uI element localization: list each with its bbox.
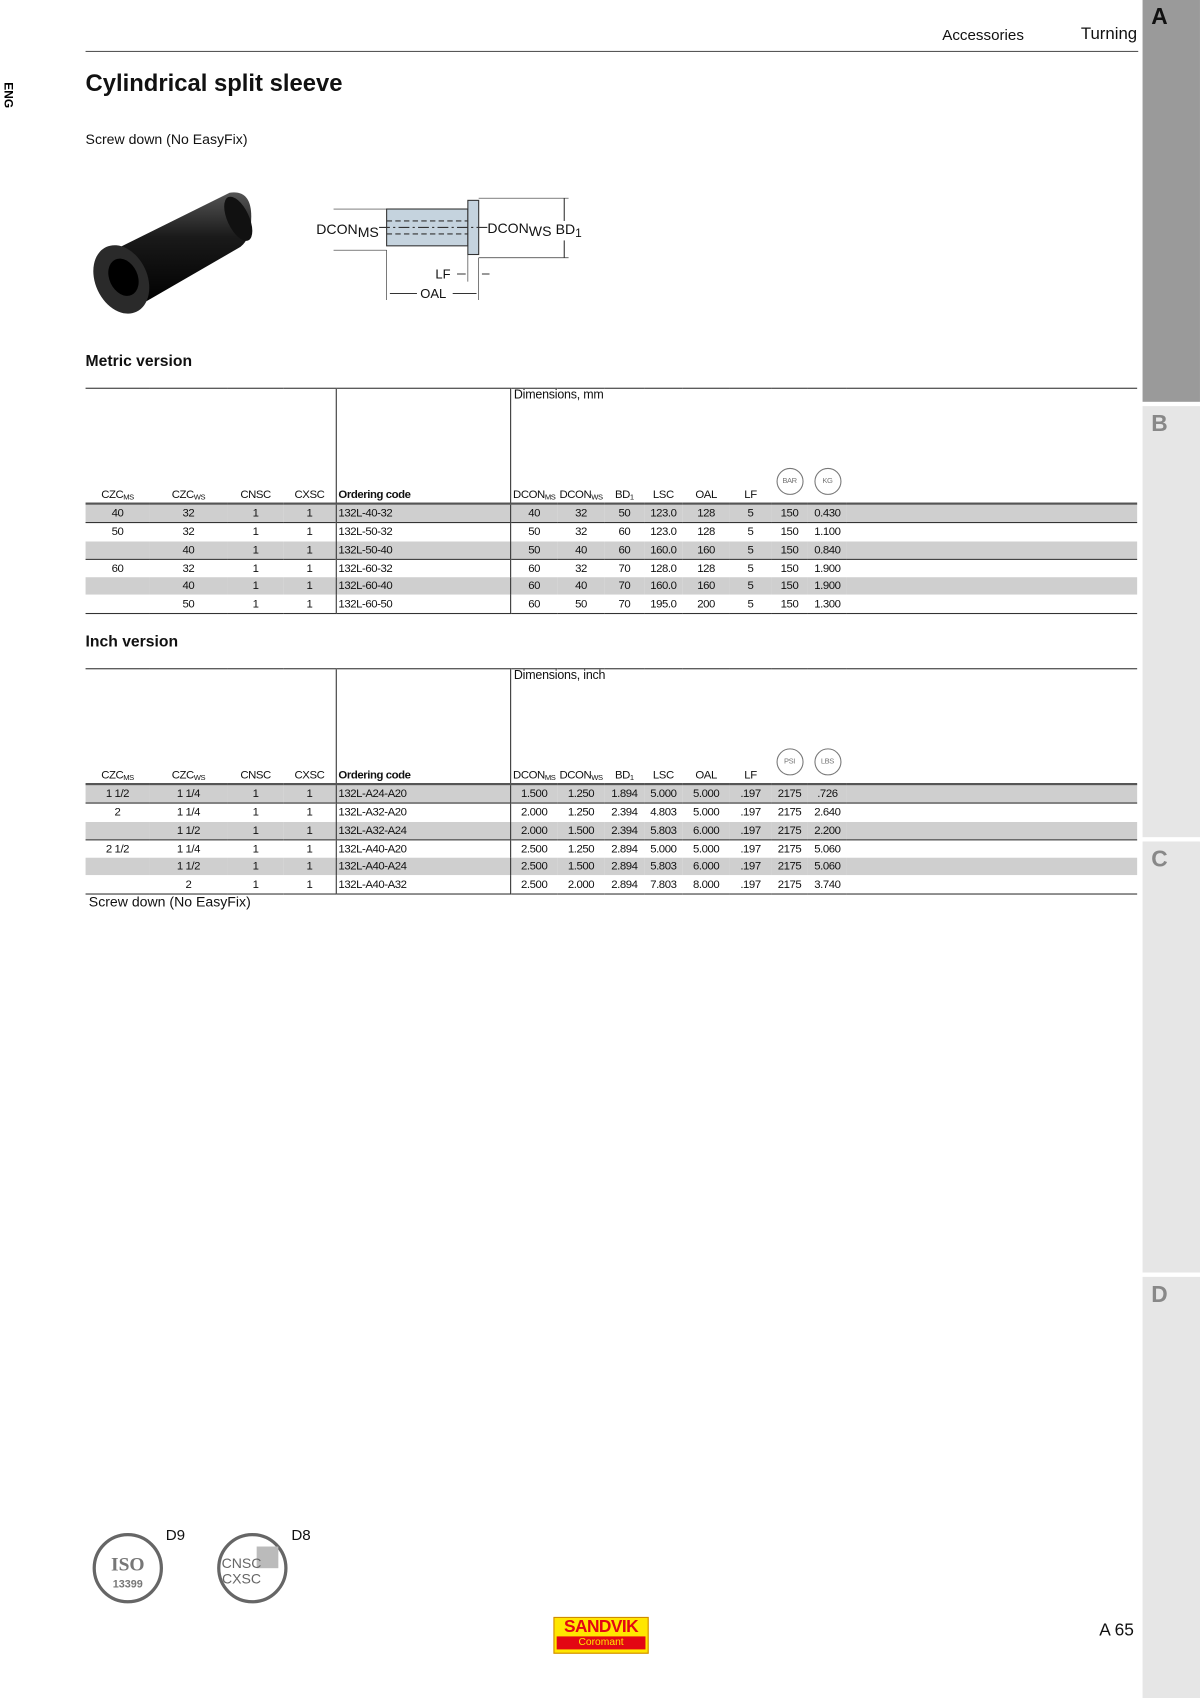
table-cell: 60 [604, 523, 644, 541]
table-cell: 1 [284, 595, 336, 613]
table-cell: 5.000 [644, 840, 682, 858]
table-cell: 1 1/2 [149, 858, 227, 876]
metric-header-row [86, 388, 1138, 503]
table-cell: 40 [558, 577, 605, 595]
column-header [808, 388, 847, 503]
table-cell: 150 [771, 523, 808, 541]
table-cell: 132L-50-40 [336, 541, 510, 559]
table-cell: 1 [284, 858, 336, 876]
column-header: CNSC [227, 669, 283, 784]
side-tab-d[interactable] [1143, 1277, 1200, 1698]
table-cell: 1.500 [558, 858, 605, 876]
table-cell: 50 [149, 595, 227, 613]
svg-text:CNSC: CNSC [221, 1555, 262, 1572]
table-cell: 0.430 [808, 504, 847, 523]
table-cell: 5.060 [808, 858, 847, 876]
table-cell: 132L-A40-A24 [336, 858, 510, 876]
tab-label: B [1151, 411, 1168, 437]
table-cell: 128.0 [644, 559, 682, 577]
table-cell: 2.894 [604, 858, 644, 876]
pressure-icon: PSI [776, 748, 803, 775]
table-cell: 132L-60-50 [336, 595, 510, 613]
page-title: Cylindrical split sleeve [85, 69, 343, 97]
table-cell: 40 [510, 504, 558, 523]
table-cell: 1 [284, 541, 336, 559]
table-cell [86, 858, 150, 876]
table-cell: 70 [604, 559, 644, 577]
tab-label: D [1151, 1282, 1168, 1308]
column-header: CXSC [284, 669, 336, 784]
table-cell: 2.394 [604, 822, 644, 840]
cnsc-cxsc-icon [216, 1531, 290, 1605]
table-cell: 70 [604, 595, 644, 613]
pressure-icon: BAR [776, 468, 803, 495]
table-cell: 1.250 [558, 840, 605, 858]
badge-ref-d9: D9 [165, 1525, 186, 1544]
column-header: LSC [644, 388, 682, 503]
table-cell: 5.803 [644, 858, 682, 876]
metric-table [86, 388, 1138, 614]
table-cell: 1.500 [558, 822, 605, 840]
table-cell: 1.100 [808, 523, 847, 541]
table-cell: 2.500 [510, 840, 558, 858]
table-cell: 1 [284, 504, 336, 523]
table-cell: 50 [510, 541, 558, 559]
column-header [771, 388, 808, 503]
table-cell: 1 [227, 876, 283, 894]
inch-table [86, 668, 1138, 894]
table-cell: 132L-A40-A20 [336, 840, 510, 858]
table-cell: 132L-60-40 [336, 577, 510, 595]
table-cell: 5.060 [808, 840, 847, 858]
table-cell: .726 [808, 784, 847, 803]
column-header: $BD_1$ [604, 388, 644, 503]
table-cell: 160 [682, 577, 730, 595]
table-cell: 1 [227, 523, 283, 541]
table-row [86, 577, 1138, 595]
table-cell: 123.0 [644, 504, 682, 523]
lf-label: LF [435, 266, 451, 282]
table-cell: .197 [730, 858, 771, 876]
table-cell: 1 1/4 [149, 784, 227, 803]
table-cell: 132L-40-32 [336, 504, 510, 523]
table-cell: 1 [284, 784, 336, 803]
table-cell: 1 [227, 840, 283, 858]
table-cell: 5 [730, 595, 771, 613]
row-filler [847, 504, 1137, 523]
table-cell: 200 [682, 595, 730, 613]
row-filler [847, 577, 1137, 595]
subtitle: Screw down (No EasyFix) [85, 131, 248, 148]
column-header: $DCON_{WS}$ [558, 388, 605, 503]
footnote: Screw down (No EasyFix) [88, 893, 251, 910]
table-cell: 40 [86, 504, 150, 523]
table-row [86, 876, 1138, 894]
table-cell: 50 [510, 523, 558, 541]
table-row [86, 858, 1138, 876]
table-cell: 1 [227, 541, 283, 559]
row-filler [847, 822, 1137, 840]
svg-text:CXSC: CXSC [221, 1570, 262, 1587]
column-header: $BD_1$ [604, 669, 644, 784]
table-cell: 150 [771, 595, 808, 613]
header-filler [847, 388, 1137, 503]
table-cell: 1.500 [510, 784, 558, 803]
header-filler [847, 669, 1137, 784]
metric-heading: Metric version [85, 353, 193, 371]
table-cell: 1.900 [808, 559, 847, 577]
table-cell: 1 [227, 784, 283, 803]
table-cell: 132L-A32-A20 [336, 803, 510, 821]
table-cell: 3.740 [808, 876, 847, 894]
table-cell: 1 [227, 559, 283, 577]
header-divider [86, 51, 1139, 52]
table-cell: 2.894 [604, 876, 644, 894]
table-cell: 2175 [771, 840, 808, 858]
side-tab-a[interactable] [1143, 0, 1200, 402]
table-cell: 2175 [771, 803, 808, 821]
table-row [86, 559, 1138, 577]
metric-table-container [86, 388, 1138, 614]
table-cell: 60 [510, 559, 558, 577]
table-row [86, 523, 1138, 541]
badge-ref-d8: D8 [291, 1525, 311, 1544]
table-cell: 2 [86, 803, 150, 821]
table-cell: 40 [149, 577, 227, 595]
table-cell: 132L-50-32 [336, 523, 510, 541]
table-cell: .197 [730, 803, 771, 821]
table-cell: 70 [604, 577, 644, 595]
table-cell: 150 [771, 541, 808, 559]
table-cell: 4.803 [644, 803, 682, 821]
table-cell: 128 [682, 523, 730, 541]
table-cell: .197 [730, 784, 771, 803]
table-cell: 1 1/2 [86, 784, 150, 803]
table-cell: 1 [227, 504, 283, 523]
table-cell [86, 541, 150, 559]
table-cell: 5 [730, 541, 771, 559]
row-filler [847, 784, 1137, 803]
table-cell: 1 [227, 803, 283, 821]
table-cell: .197 [730, 840, 771, 858]
table-cell: 6.000 [682, 858, 730, 876]
table-cell: 5 [730, 523, 771, 541]
table-cell [86, 595, 150, 613]
bd1-label: $BD_1$ [555, 220, 582, 241]
column-header: OAL [682, 669, 730, 784]
table-cell [86, 822, 150, 840]
table-cell: 6.000 [682, 822, 730, 840]
table-cell: 2 [149, 876, 227, 894]
table-cell: 5.000 [682, 840, 730, 858]
table-cell: 195.0 [644, 595, 682, 613]
table-row [86, 595, 1138, 613]
table-cell: 1 1/4 [149, 840, 227, 858]
table-cell: 1 [227, 822, 283, 840]
table-cell: 1 [284, 559, 336, 577]
table-cell: 32 [149, 523, 227, 541]
header-section: Accessories [942, 25, 1024, 44]
row-filler [847, 541, 1137, 559]
table-cell: 2.000 [558, 876, 605, 894]
iso-13399-icon [91, 1531, 165, 1605]
inch-header-row [86, 669, 1138, 784]
table-cell: 60 [510, 577, 558, 595]
table-cell: 7.803 [644, 876, 682, 894]
row-filler [847, 876, 1137, 894]
table-cell: 150 [771, 504, 808, 523]
table-cell: 132L-A40-A32 [336, 876, 510, 894]
table-cell: 150 [771, 559, 808, 577]
column-header: $CZC_{MS}$ [86, 669, 150, 784]
table-cell: 160.0 [644, 541, 682, 559]
column-header: $CZC_{WS}$ [149, 388, 227, 503]
side-tab-b[interactable] [1143, 406, 1200, 837]
table-cell: 2.394 [604, 803, 644, 821]
dimensions-label: Dimensions, inch [513, 669, 606, 683]
inch-heading: Inch version [85, 633, 179, 651]
weight-icon: KG [814, 468, 841, 495]
table-cell: 60 [510, 595, 558, 613]
column-header: OAL [682, 388, 730, 503]
table-cell: 1.250 [558, 784, 605, 803]
row-filler [847, 840, 1137, 858]
oal-label: OAL [420, 285, 447, 302]
table-cell: 5.000 [682, 784, 730, 803]
table-cell: 2.500 [510, 876, 558, 894]
table-cell: 2.500 [510, 858, 558, 876]
table-cell: 5 [730, 577, 771, 595]
table-cell: 1.250 [558, 803, 605, 821]
table-cell: 150 [771, 577, 808, 595]
table-cell: 123.0 [644, 523, 682, 541]
table-row [86, 541, 1138, 559]
table-cell: 160 [682, 541, 730, 559]
table-cell: 2175 [771, 858, 808, 876]
column-header: LF [730, 669, 771, 784]
table-cell: 1.894 [604, 784, 644, 803]
table-cell: 1 [284, 803, 336, 821]
table-cell: 5.000 [682, 803, 730, 821]
table-cell: 2.000 [510, 803, 558, 821]
row-filler [847, 803, 1137, 821]
table-cell: 1 [284, 577, 336, 595]
column-header: LF [730, 388, 771, 503]
table-cell: 1 [227, 858, 283, 876]
column-header: CNSC [227, 388, 283, 503]
table-cell: 2175 [771, 822, 808, 840]
row-filler [847, 595, 1137, 613]
column-header: $CZC_{WS}$ [149, 669, 227, 784]
table-cell: 2.000 [510, 822, 558, 840]
tab-label: A [1151, 4, 1168, 30]
sandvik-logo: SANDVIK Coromant [553, 1617, 648, 1654]
weight-icon: LBS [814, 748, 841, 775]
table-cell: 40 [558, 541, 605, 559]
table-cell: 32 [149, 559, 227, 577]
language-label: ENG [1, 82, 15, 109]
column-header: LSC [644, 669, 682, 784]
table-row [86, 784, 1138, 803]
table-cell: 2.894 [604, 840, 644, 858]
header-category: Turning [1080, 24, 1138, 44]
row-filler [847, 858, 1137, 876]
table-cell: 132L-60-32 [336, 559, 510, 577]
table-cell [86, 577, 150, 595]
table-row [86, 803, 1138, 821]
table-cell [86, 876, 150, 894]
page-number: A 65 [1099, 1621, 1134, 1640]
svg-text:13399: 13399 [112, 1578, 143, 1591]
table-cell: 50 [86, 523, 150, 541]
table-cell: 60 [86, 559, 150, 577]
table-cell: 32 [558, 504, 605, 523]
table-cell: 0.840 [808, 541, 847, 559]
table-cell: 2175 [771, 876, 808, 894]
table-cell: 40 [149, 541, 227, 559]
table-cell: 8.000 [682, 876, 730, 894]
dcon-ms-label: DCONMS [316, 220, 379, 241]
sleeve-product-image [89, 184, 257, 319]
table-cell: 1 1/4 [149, 803, 227, 821]
svg-text:ISO: ISO [111, 1554, 145, 1576]
table-cell: 5.803 [644, 822, 682, 840]
table-cell: 32 [558, 523, 605, 541]
table-cell: 32 [558, 559, 605, 577]
table-cell: 50 [604, 504, 644, 523]
tab-label: C [1151, 846, 1168, 872]
table-cell: 50 [558, 595, 605, 613]
table-cell: 1 [284, 876, 336, 894]
dimension-diagram [314, 195, 596, 303]
table-cell: 1 [284, 523, 336, 541]
table-cell: 1.300 [808, 595, 847, 613]
column-header: Ordering code [336, 388, 510, 503]
table-cell: 60 [604, 541, 644, 559]
row-filler [847, 523, 1137, 541]
column-header: Dimensions, mm $DCON_{MS}$ [510, 388, 558, 503]
table-row [86, 822, 1138, 840]
table-cell: 1.900 [808, 577, 847, 595]
table-cell: .197 [730, 876, 771, 894]
table-cell: 2.200 [808, 822, 847, 840]
dcon-ws-label: DCONWS [487, 219, 552, 240]
table-cell: 1 1/2 [149, 822, 227, 840]
table-cell: 132L-A24-A20 [336, 784, 510, 803]
inch-table-container [86, 668, 1138, 894]
column-header: Dimensions, inch $DCON_{MS}$ [510, 669, 558, 784]
column-header: CXSC [284, 388, 336, 503]
table-cell: 2175 [771, 784, 808, 803]
table-cell: 132L-A32-A24 [336, 822, 510, 840]
table-cell: 5 [730, 559, 771, 577]
table-cell: 1 [284, 822, 336, 840]
column-header: $DCON_{WS}$ [558, 669, 605, 784]
column-header [808, 669, 847, 784]
table-cell: 1 [284, 840, 336, 858]
row-filler [847, 559, 1137, 577]
side-tab-c[interactable] [1143, 841, 1200, 1272]
table-cell: .197 [730, 822, 771, 840]
table-cell: 5 [730, 504, 771, 523]
table-cell: 1 [227, 577, 283, 595]
table-row [86, 840, 1138, 858]
table-row [86, 504, 1138, 523]
table-cell: 128 [682, 559, 730, 577]
table-cell: 2.640 [808, 803, 847, 821]
column-header: Ordering code [336, 669, 510, 784]
column-header [771, 669, 808, 784]
table-cell: 5.000 [644, 784, 682, 803]
table-cell: 160.0 [644, 577, 682, 595]
column-header: $CZC_{MS}$ [86, 388, 150, 503]
table-cell: 128 [682, 504, 730, 523]
table-cell: 2 1/2 [86, 840, 150, 858]
table-cell: 1 [227, 595, 283, 613]
table-cell: 32 [149, 504, 227, 523]
dimensions-label: Dimensions, mm [513, 388, 604, 402]
